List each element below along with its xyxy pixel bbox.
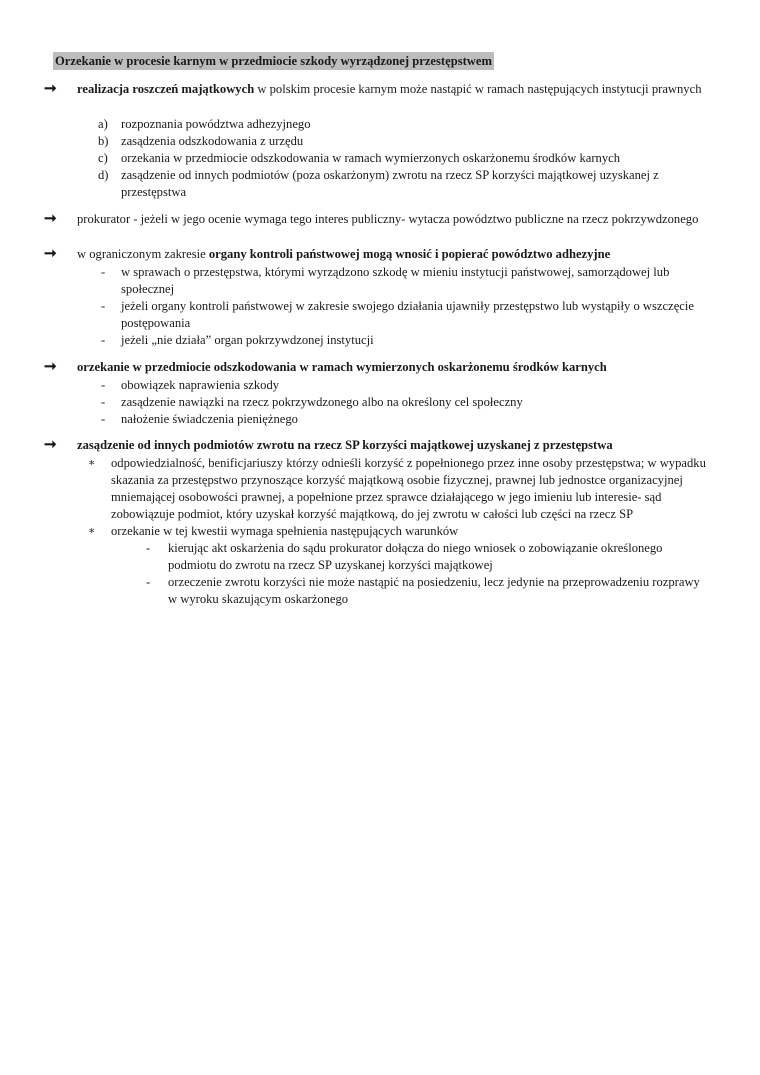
star-bullet-icon: ∗ bbox=[88, 525, 96, 537]
arrow-bullet-icon: ➞ bbox=[44, 359, 57, 375]
list-marker: - bbox=[101, 265, 106, 279]
list-item bbox=[0, 332, 711, 349]
list-item-text: obowiązek naprawienia szkody bbox=[121, 378, 280, 392]
bold-phrase: orzekanie w przedmiocie odszkodowania w ramach wymierzonych oskarżonemu środków karnych bbox=[77, 360, 607, 374]
list-marker: b) bbox=[98, 134, 109, 148]
list-item-text: kierując akt oskarżenia do sądu prokurator dołącza do niego wniosek o zobowiązanie określonego podmiotu do zwrotu na rzecz SP uzyskanej korzyści majątkowej bbox=[168, 541, 663, 572]
list-marker: - bbox=[101, 299, 106, 313]
bold-phrase: organy kontroli państwowej mogą wnosić i popierać powództwo adhezyjne bbox=[208, 247, 611, 261]
list-item bbox=[0, 150, 681, 167]
section-roszczenia-list bbox=[0, 116, 760, 201]
arrow-bullet-icon: ➞ bbox=[44, 81, 57, 97]
section-zwrot-korzysci-intro bbox=[77, 437, 717, 454]
section-zwrot-korzysci-list bbox=[0, 455, 760, 608]
section-prokurator-text: prokurator - jeżeli w jego ocenie wymaga tego interes publiczny- wytacza powództwo publiczne na rzecz pokrzywdzonego bbox=[77, 212, 699, 226]
list-item bbox=[0, 167, 681, 201]
list-item-text: rozpoznania powództwa adhezyjnego bbox=[121, 117, 311, 131]
list-item-text: zasądzenie od innych podmiotów (poza oskarżonym) zwrotu na rzecz SP korzyści majątkowej uzyskanej z przestępstwa bbox=[121, 168, 659, 199]
list-item bbox=[0, 574, 708, 608]
arrow-bullet-icon: ➞ bbox=[44, 246, 57, 262]
list-item bbox=[0, 394, 711, 411]
list-item bbox=[0, 377, 711, 394]
arrow-bullet-icon: ➞ bbox=[44, 437, 57, 453]
intro-text: w ograniczonym zakresie bbox=[77, 247, 209, 261]
list-item-text: w sprawach o przestępstwa, którymi wyrządzono szkodę w mieniu instytucji państwowej, samorządowej lub społecznej bbox=[121, 265, 670, 296]
list-marker: d) bbox=[98, 168, 109, 182]
star-bullet-icon: ∗ bbox=[88, 457, 96, 469]
list-item bbox=[0, 411, 711, 428]
bold-phrase: zasądzenie od innych podmiotów zwrotu na rzecz SP korzyści majątkowej uzyskanej z przestępstwa bbox=[77, 438, 613, 452]
section-roszczenia-intro bbox=[77, 81, 717, 98]
list-marker: - bbox=[101, 412, 106, 426]
list-item-text: jeżeli „nie działa” organ pokrzywdzonej instytucji bbox=[121, 333, 374, 347]
list-item-text: orzekanie w tej kwestii wymaga spełnienia następujących warunków bbox=[111, 524, 459, 538]
list-item-text: odpowiedzialność, benificjariuszy którzy odnieśli korzyść z popełnionego przez inne osoby przestępstwa; w wypadku skazania za przestępstwo przynoszące korzyść majątkową osobie fizycznej, prawnej lub jednostce organizacyjnej mniemającej osobowości prawnej, a popełnione przez sprawce działającego w jego imieniu lub interesie- sąd zobowiązuje podmiot, który uzyskał korzyść majątkową, do jej zwrotu w całości lub części na rzecz SP bbox=[111, 456, 706, 521]
list-marker: - bbox=[101, 333, 106, 347]
section-srodki-karne-list bbox=[0, 377, 760, 428]
list-item bbox=[0, 264, 711, 298]
list-marker: - bbox=[101, 378, 106, 392]
section-srodki-karne-intro bbox=[77, 359, 717, 376]
list-item bbox=[0, 455, 711, 523]
list-marker: - bbox=[146, 541, 151, 555]
list-item bbox=[0, 298, 711, 332]
list-marker: - bbox=[101, 395, 106, 409]
section-organy-kontroli-intro bbox=[77, 246, 717, 263]
list-item-text: nałożenie świadczenia pieniężnego bbox=[121, 412, 298, 426]
document-title: Orzekanie w procesie karnym w przedmiocie szkody wyrządzonej przestępstwem bbox=[55, 54, 492, 68]
list-item-text: orzekania w przedmiocie odszkodowania w ramach wymierzonych oskarżonemu środków karnych bbox=[121, 151, 621, 165]
list-item-text: jeżeli organy kontroli państwowej w zakresie swojego działania ujawniły przestępstwo lub wystąpiły o wszczęcie postępowania bbox=[121, 299, 694, 330]
bold-phrase: realizacja roszczeń majątkowych bbox=[77, 82, 255, 96]
list-item bbox=[0, 116, 681, 133]
section-organy-kontroli-list bbox=[0, 264, 760, 349]
intro-text: w polskim procesie karnym może nastąpić w ramach następujących instytucji prawnych bbox=[254, 82, 702, 96]
list-item bbox=[0, 133, 681, 150]
list-item-text: zasądzenia odszkodowania z urzędu bbox=[121, 134, 304, 148]
list-item bbox=[0, 523, 711, 540]
list-item bbox=[0, 540, 708, 574]
arrow-bullet-icon: ➞ bbox=[44, 211, 57, 227]
list-marker: a) bbox=[98, 117, 108, 131]
list-marker: c) bbox=[98, 151, 108, 165]
list-item-text: orzeczenie zwrotu korzyści nie może nastąpić na posiedzeniu, lecz jedynie na przeprowadzeniu rozprawy w wyroku skazującym oskarżonego bbox=[168, 575, 700, 606]
list-marker: - bbox=[146, 575, 151, 589]
list-item-text: zasądzenie nawiązki na rzecz pokrzywdzonego albo na określony cel społeczny bbox=[121, 395, 523, 409]
